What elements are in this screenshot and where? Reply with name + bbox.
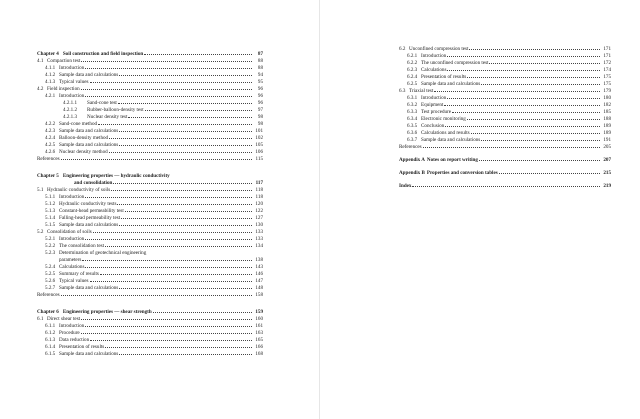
toc-entry-number: 6.3.1: [407, 94, 418, 101]
toc-page-number: 96: [257, 85, 263, 92]
toc-entry-number: 6.1.2: [45, 330, 56, 337]
toc-entry-number: 6.1.1: [45, 323, 56, 330]
toc-entry-text: Notes on report writing: [426, 157, 478, 164]
toc-entry-text: Sample data and calculations: [421, 80, 481, 87]
toc-entry-text: References: [37, 291, 60, 298]
toc-entry-text: Direct shear test: [47, 316, 81, 323]
toc-entry-text: Falling-head permeability test: [59, 215, 121, 222]
toc-entry: [399, 130, 611, 137]
toc-entry-text: Properties and conversion tables: [426, 170, 498, 177]
toc-entry-number: 5.2.1: [45, 236, 56, 243]
toc-entry: [399, 94, 611, 101]
toc-entry: [37, 200, 263, 207]
toc-entry-text: Test procedure: [421, 109, 452, 116]
toc-entry-number: 6.2.3: [407, 66, 418, 73]
toc-entry-number: 6.3.3: [407, 109, 418, 116]
toc-leader-dots: [119, 221, 252, 226]
toc-entry-number: 6.1.4: [45, 344, 56, 351]
toc-leader-dots: [469, 45, 600, 50]
toc-entry: [37, 291, 263, 298]
toc-entry-text: Equipment: [421, 101, 444, 108]
toc-page-number: 182: [603, 101, 611, 108]
toc-entry-text: The unconfined compression test: [421, 59, 489, 66]
toc-entry-text: Introduction: [59, 193, 85, 200]
toc-leader-dots: [447, 94, 600, 99]
toc-page-number: 120: [255, 200, 263, 207]
toc-entry: [37, 284, 263, 291]
toc-leader-dots: [113, 179, 252, 184]
toc-entry: [37, 270, 263, 277]
toc-page-number: 161: [255, 323, 263, 330]
toc-entry: [399, 45, 611, 52]
toc-page-number: 147: [255, 277, 263, 284]
toc-entry-text: The consolidation test: [59, 243, 104, 250]
toc-entry: [37, 78, 263, 85]
toc-leader-dots: [412, 183, 600, 188]
toc-entry: [399, 66, 611, 73]
toc-leader-dots: [144, 50, 252, 55]
toc-entry-text: Engineering properties — shear strength: [62, 309, 152, 315]
toc-page-number: 207: [603, 157, 611, 164]
toc-entry-number: 5.1.2: [45, 200, 56, 207]
toc-leader-dots: [447, 52, 600, 57]
toc-entry: [37, 243, 263, 250]
toc-entry: [399, 157, 611, 164]
toc-leader-dots: [109, 149, 252, 154]
toc-page-number: 118: [255, 193, 263, 200]
toc-entry: [399, 87, 611, 94]
toc-entry-number: Chapter 6: [37, 309, 59, 315]
toc-page-number: 117: [255, 179, 263, 186]
toc-leader-dots: [423, 144, 600, 149]
toc-entry-number: 6.3.5: [407, 123, 418, 130]
toc-leader-dots: [479, 157, 600, 162]
toc-page-number: 97: [257, 106, 263, 113]
toc-entry: [37, 229, 263, 236]
toc-entry-number: 5.1.4: [45, 215, 56, 222]
toc-leader-dots: [481, 80, 600, 85]
toc-entry: [37, 71, 263, 78]
toc-entry: [37, 142, 263, 149]
toc-entry-text: parameters: [59, 256, 82, 263]
toc-leader-dots: [447, 66, 600, 71]
toc-page-number: 188: [603, 116, 611, 123]
toc-entry-text: Calculations: [421, 66, 447, 73]
toc-entry-number: 4.2.3: [45, 128, 56, 135]
toc-page-number: 101: [255, 128, 263, 135]
toc-entry: [37, 120, 263, 127]
toc-entry: [37, 221, 263, 228]
toc-leader-dots: [117, 200, 252, 205]
toc-entry-number: 6.2.2: [407, 59, 418, 66]
toc-entry-number: 5.2.5: [45, 270, 56, 277]
toc-page-number: 215: [603, 170, 611, 177]
toc-leader-dots: [90, 78, 253, 83]
toc-entry: [399, 52, 611, 59]
toc-leader-dots: [82, 256, 252, 261]
toc-page-number: 102: [255, 135, 263, 142]
toc-entry-text: Typical values: [59, 277, 89, 284]
toc-leader-dots: [85, 323, 252, 328]
toc-entry: [399, 73, 611, 80]
toc-entry-number: 6.2.1: [407, 52, 418, 59]
toc-entry-text: Soil construction and field inspection: [62, 50, 144, 57]
toc-entry-text: Electronic monitoring: [421, 116, 466, 123]
toc-leader-dots: [121, 214, 252, 219]
toc-entry-text: Sample data and calculations: [59, 142, 119, 149]
toc-entry-number: 6.1.5: [45, 351, 56, 358]
toc-leader-dots: [81, 315, 252, 320]
toc-page-number: 205: [603, 144, 611, 151]
toc-page-number: 189: [603, 123, 611, 130]
toc-leader-dots: [105, 243, 252, 248]
toc-leader-dots: [128, 113, 252, 118]
toc-leader-dots: [119, 142, 252, 147]
toc-leader-dots: [61, 156, 252, 161]
toc-entry: [37, 351, 263, 358]
toc-page-number: 180: [603, 94, 611, 101]
toc-entry-number: 6.3.7: [407, 137, 418, 144]
toc-entry: [399, 144, 611, 151]
toc-entry: [37, 92, 263, 99]
toc-entry: [399, 183, 611, 190]
toc-leader-dots: [85, 263, 252, 268]
table-of-contents-left: [37, 50, 263, 358]
toc-entry-text: Balloon-density method: [59, 135, 109, 142]
toc-entry: [37, 57, 263, 64]
toc-page-number: 122: [255, 207, 263, 214]
toc-entry-number: 5.1: [37, 186, 44, 193]
toc-entry-number: 5.2.6: [45, 277, 56, 284]
toc-page-number: 185: [603, 109, 611, 116]
toc-entry-text: Rubber-balloon-density test: [87, 106, 144, 113]
toc-entry: [37, 85, 263, 92]
toc-entry-number: 6.1.3: [45, 337, 56, 344]
toc-entry-text: Unconfined compression test: [409, 45, 469, 52]
toc-leader-dots: [145, 106, 252, 111]
toc-leader-dots: [481, 137, 600, 142]
toc-page-number: 163: [255, 330, 263, 337]
toc-entry-number: Chapter 4: [37, 50, 59, 57]
toc-leader-dots: [109, 135, 252, 140]
toc-page-number: 94: [257, 71, 263, 78]
toc-leader-dots: [100, 270, 252, 275]
toc-page-number: 105: [255, 142, 263, 149]
toc-entry-text: Data reduction: [59, 337, 90, 344]
toc-entry-text: Introduction: [421, 52, 447, 59]
toc-entry-number: 4.1: [37, 57, 44, 64]
toc-page-number: 130: [255, 222, 263, 229]
toc-entry-number: 6.1: [37, 316, 44, 323]
toc-leader-dots: [499, 170, 600, 175]
toc-page-number: 166: [255, 344, 263, 351]
toc-leader-dots: [153, 308, 252, 313]
toc-leader-dots: [452, 108, 600, 113]
toc-entry-text: Triaxial test: [409, 87, 434, 94]
toc-entry-text: Typical values: [59, 78, 89, 85]
toc-leader-dots: [85, 64, 252, 69]
toc-entry-number: 5.2.2: [45, 243, 56, 250]
toc-leader-dots: [81, 57, 252, 62]
toc-entry-number: 6.3: [399, 87, 406, 94]
toc-page-number: 160: [255, 316, 263, 323]
toc-page-number: 189: [603, 130, 611, 137]
toc-entry-number: 6.2: [399, 45, 406, 52]
toc-entry: [37, 193, 263, 200]
toc-entry: [399, 108, 611, 115]
toc-entry-number: 4.2.1: [45, 92, 56, 99]
toc-page-number: 179: [603, 87, 611, 94]
toc-page-number: 96: [257, 92, 263, 99]
toc-entry-text: Sand-cone test: [87, 99, 117, 106]
toc-entry: [37, 323, 263, 330]
toc-page-number: 171: [603, 45, 611, 52]
toc-entry-number: 4.1.1: [45, 64, 56, 71]
toc-entry: [37, 236, 263, 243]
toc-page-number: 98: [257, 114, 263, 121]
toc-page-number: 96: [257, 99, 263, 106]
toc-entry-text: Introduction: [59, 92, 85, 99]
toc-entry-number: Appendix A: [399, 157, 425, 164]
toc-entry: [37, 308, 263, 315]
toc-page-number: 88: [257, 64, 263, 71]
toc-entry-text: Sample data and calculations: [59, 71, 119, 78]
toc-page-number: 174: [603, 66, 611, 73]
toc-entry-text: Index: [399, 183, 412, 190]
toc-leader-dots: [118, 99, 252, 104]
toc-page-number: 172: [603, 59, 611, 66]
toc-entry: [37, 50, 263, 57]
toc-page-number: 106: [255, 149, 263, 156]
toc-leader-dots: [445, 123, 600, 128]
toc-entry-text: Sample data and calculations: [59, 128, 119, 135]
toc-leader-dots: [489, 59, 600, 64]
toc-entry-text: Introduction: [59, 236, 85, 243]
toc-entry: [37, 315, 263, 322]
toc-entry-number: 4.2.1.2: [63, 106, 78, 113]
toc-entry-number: 6.2.4: [407, 73, 418, 80]
toc-entry-text: Sample data and calculations: [59, 284, 119, 291]
toc-page-number: 191: [603, 137, 611, 144]
toc-entry-continuation: [37, 179, 263, 186]
table-of-contents-right: [399, 45, 611, 190]
toc-leader-dots: [85, 236, 252, 241]
toc-entry: [37, 106, 263, 113]
toc-entry-text: Conclusion: [421, 123, 445, 130]
toc-entry-text: Sample data and calculations: [59, 222, 119, 229]
toc-leader-dots: [81, 85, 252, 90]
toc-entry-number: 6.3.4: [407, 116, 418, 123]
toc-page-number: 133: [255, 236, 263, 243]
toc-entry-text: Nuclear density test: [87, 114, 128, 121]
toc-entry: [37, 113, 263, 120]
toc-entry-number: 4.1.2: [45, 71, 56, 78]
toc-entry-text: Sample data and calculations: [421, 137, 481, 144]
toc-page-number: 158: [255, 291, 263, 298]
toc-entry: [399, 137, 611, 144]
toc-entry-number: 5.2.4: [45, 263, 56, 270]
toc-entry: [37, 128, 263, 135]
toc-page-number: 118: [255, 186, 263, 193]
toc-leader-dots: [467, 73, 600, 78]
toc-page-number: 138: [255, 256, 263, 263]
toc-entry: [37, 337, 263, 344]
toc-entry-number: 5.2.7: [45, 284, 56, 291]
toc-entry-text: Sample data and calculations: [59, 351, 119, 358]
toc-leader-dots: [119, 351, 252, 356]
toc-page-number: 148: [255, 284, 263, 291]
toc-page-number: 165: [255, 337, 263, 344]
toc-entry: [37, 186, 263, 193]
toc-leader-dots: [93, 229, 252, 234]
toc-entry: [37, 99, 263, 106]
toc-entry-text: Hydraulic conductivity of soils: [47, 186, 111, 193]
toc-page-number: 87: [257, 50, 263, 57]
toc-entry-text: Consolidation of soils: [47, 229, 92, 236]
toc-leader-dots: [105, 344, 252, 349]
toc-page-number: 134: [255, 243, 263, 250]
toc-entry-text: References: [399, 144, 422, 151]
toc-entry: [399, 101, 611, 108]
toc-entry-text: Procedure: [59, 330, 80, 337]
toc-entry: [399, 80, 611, 87]
toc-entry: [399, 123, 611, 130]
toc-leader-dots: [85, 92, 252, 97]
toc-entry-text: Introduction: [421, 94, 447, 101]
toc-page-number: 98: [257, 121, 263, 128]
toc-leader-dots: [467, 115, 600, 120]
toc-entry: [37, 156, 263, 163]
toc-page-number: 127: [255, 215, 263, 222]
toc-entry-text: Presentation of results: [59, 344, 105, 351]
toc-entry-number: 4.2: [37, 85, 44, 92]
toc-page-number: 175: [603, 80, 611, 87]
left-page: [0, 0, 319, 419]
toc-entry-number: 5.1.3: [45, 207, 56, 214]
toc-leader-dots: [81, 330, 252, 335]
toc-entry-number: 5.1.5: [45, 222, 56, 229]
toc-entry-number: 4.2.1.3: [63, 114, 78, 121]
toc-leader-dots: [90, 337, 252, 342]
toc-entry-number: Chapter 5: [37, 172, 59, 179]
toc-entry-number: 5.2.3: [45, 249, 56, 256]
toc-leader-dots: [119, 71, 252, 76]
toc-entry-text: Field inspection: [47, 85, 80, 92]
toc-leader-dots: [61, 291, 252, 296]
toc-page-number: 159: [255, 309, 263, 315]
toc-entry: [37, 64, 263, 71]
toc-page-number: 115: [255, 156, 263, 163]
toc-entry: [37, 207, 263, 214]
toc-entry: [37, 330, 263, 337]
toc-entry-text: Introduction: [59, 64, 85, 71]
toc-leader-dots: [111, 186, 252, 191]
toc-page-number: 95: [257, 78, 263, 85]
toc-entry-number: Appendix B: [399, 170, 425, 177]
toc-leader-dots: [444, 101, 600, 106]
toc-entry: [37, 263, 263, 270]
toc-entry: [37, 344, 263, 351]
toc-entry-number: 4.2.5: [45, 142, 56, 149]
toc-leader-dots: [119, 128, 252, 133]
toc-entry: [37, 135, 263, 142]
toc-entry: [399, 59, 611, 66]
toc-entry-text: Hydraulic conductivity tests: [59, 200, 117, 207]
toc-entry: [399, 115, 611, 122]
toc-page-number: 88: [257, 57, 263, 64]
toc-entry: [37, 214, 263, 221]
toc-leader-dots: [434, 87, 600, 92]
toc-leader-dots: [85, 193, 252, 198]
toc-entry-text: Constant-head permeability test: [59, 207, 124, 214]
toc-leader-dots: [471, 130, 600, 135]
toc-entry-text: Calculations: [59, 263, 85, 270]
toc-entry-text: Nuclear density method: [59, 149, 108, 156]
toc-entry-text: Calculations and results: [421, 130, 470, 137]
toc-entry-text: Sand-cone method: [59, 121, 98, 128]
toc-page-number: 146: [255, 270, 263, 277]
toc-entry-text: Introduction: [59, 323, 85, 330]
toc-entry-number: 5.1.1: [45, 193, 56, 200]
toc-leader-dots: [119, 284, 252, 289]
toc-entry-text: Presentation of results: [421, 73, 467, 80]
toc-entry: [37, 277, 263, 284]
toc-entry-number: 4.2.4: [45, 135, 56, 142]
toc-entry-number: 4.1.3: [45, 78, 56, 85]
toc-entry-number: 6.3.6: [407, 130, 418, 137]
right-page: [320, 0, 640, 419]
toc-entry-number: 4.2.2: [45, 121, 56, 128]
toc-entry-text: Summary of results: [59, 270, 99, 277]
toc-entry-continuation: [37, 256, 263, 263]
toc-entry-text: Determination of geotechnical engineering: [59, 249, 147, 256]
toc-leader-dots: [125, 207, 252, 212]
toc-entry-number: 5.2: [37, 229, 44, 236]
toc-page-number: 143: [255, 263, 263, 270]
toc-entry-text: Compaction test: [47, 57, 81, 64]
toc-entry-number: 4.2.1.1: [63, 99, 78, 106]
toc-entry-number: 6.2.5: [407, 80, 418, 87]
toc-page-number: 171: [603, 52, 611, 59]
toc-page-number: 175: [603, 73, 611, 80]
toc-entry-number: 4.2.6: [45, 149, 56, 156]
toc-leader-dots: [90, 277, 253, 282]
toc-leader-dots: [98, 120, 252, 125]
toc-page-number: 219: [603, 183, 611, 190]
toc-entry: [399, 170, 611, 177]
toc-entry-number: 6.3.2: [407, 101, 418, 108]
toc-entry: [37, 149, 263, 156]
toc-page-number: 168: [255, 351, 263, 358]
toc-entry-text: Engineering properties — hydraulic conductivity: [62, 172, 170, 179]
toc-entry-text: and consolidation: [74, 179, 113, 186]
toc-page-number: 133: [255, 229, 263, 236]
toc-entry-text: References: [37, 156, 60, 163]
